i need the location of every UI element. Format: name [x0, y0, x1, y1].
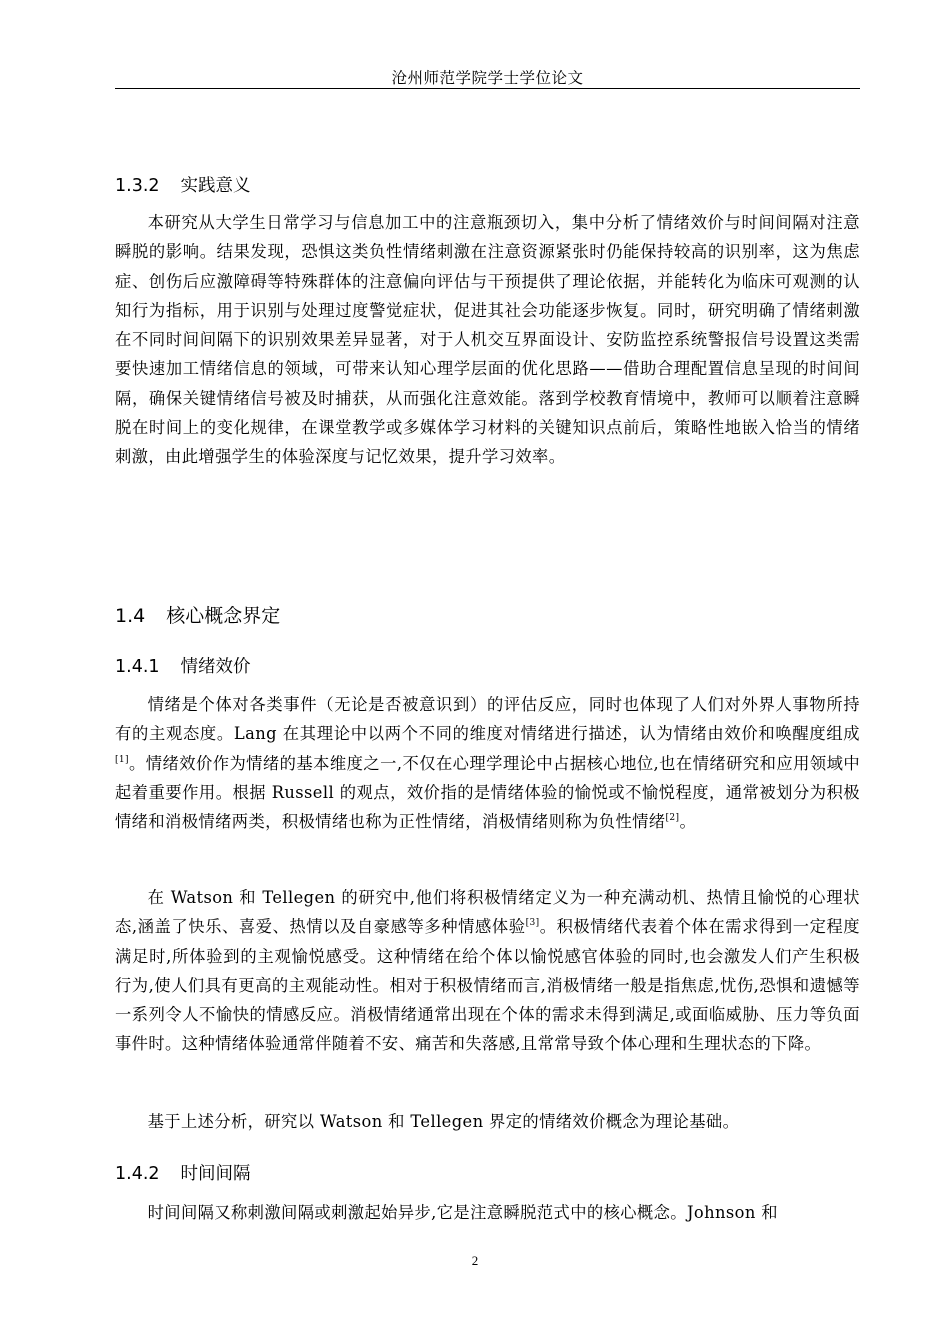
- header-rule: [115, 88, 860, 89]
- text-run: 。: [679, 812, 697, 832]
- text-run: 。情绪效价作为情绪的基本维度之一,不仅在心理学理论中占据核心地位,也在情绪研究和应用领域中起着重要作用。根据 Russell 的观点，效价指的是情绪体验的愉悦或不愉悦程度，通常被划分为积极情绪和消极情绪两类，积极情绪也称为正性情绪，消极情绪则称为负性情绪: [115, 753, 860, 832]
- citation: [1]: [115, 754, 129, 765]
- paragraph-positive-negative-emotion: [115, 883, 860, 1059]
- paragraph-practical-significance: 本研究从大学生日常学习与信息加工中的注意瓶颈切入，集中分析了情绪效价与时间间隔对注意瞬脱的影响。结果发现，恐惧这类负性情绪刺激在注意资源紧张时仍能保持较高的识别率，这为焦虑症、创伤后应激障碍等特殊群体的注意偏向评估与干预提供了理论依据，并能转化为临床可观测的认知行为指标，用于识别与处理过度警觉症状，促进其社会功能逐步恢复。同时，研究明确了情绪刺激在不同时间间隔下的识别效果差异显著，对于人机交互界面设计、安防监控系统警报信号设置这类需要快速加工情绪信息的领域，可带来认知心理学层面的优化思路——借助合理配置信息呈现的时间间隔，确保关键情绪信号被及时捕获，从而强化注意效能。落到学校教育情境中，教师可以顺着注意瞬脱在时间上的变化规律，在课堂教学或多媒体学习材料的关键知识点前后，策略性地嵌入恰当的情绪刺激，由此增强学生的体验深度与记忆效果，提升学习效率。: [115, 213, 860, 467]
- citation: [3]: [525, 918, 540, 929]
- section-heading-1-4-2: [115, 1160, 251, 1185]
- section-title: 情绪效价: [180, 657, 251, 677]
- section-title: 核心概念界定: [166, 605, 281, 627]
- section-title: 时间间隔: [180, 1164, 251, 1184]
- paragraph-time-interval: 时间间隔又称刺激间隔或刺激起始异步,它是注意瞬脱范式中的核心概念。Johnson 和: [147, 1203, 778, 1222]
- page-header: 沧州师范学院学士学位论文: [391, 69, 584, 87]
- paragraph-theoretical-basis: 基于上述分析，研究以 Watson 和 Tellegen 界定的情绪效价概念为理论基础。: [147, 1112, 740, 1131]
- text-run: 。积极情绪代表着个体在需求得到一定程度满足时,所体验到的主观愉悦感受。这种情绪在给个体以愉悦感官体验的同时,也会激发人们产生积极行为,使人们具有更高的主观能动性。相对于积极情绪而言,消极情绪一般是指焦虑,忧伤,恐惧和遗憾等一系列令人不愉快的情感反应。消极情绪通常出现在个体的需求未得到满足,或面临威胁、压力等负面事件时。这种情绪体验通常伴随着不安、痛苦和失落感,且常常导致个体心理和生理状态的下降。: [115, 917, 860, 1054]
- section-heading-1-3-2: [115, 172, 251, 197]
- section-number: 1.3.2: [115, 176, 160, 196]
- section-heading-1-4-1: [115, 653, 251, 678]
- citation: [2]: [665, 813, 680, 824]
- section-title: 实践意义: [180, 176, 251, 196]
- paragraph-emotional-valence-definition: [115, 690, 860, 836]
- section-heading-1-4: [115, 601, 280, 628]
- text-run: 情绪是个体对各类事件（无论是否被意识到）的评估反应，同时也体现了人们对外界人事物所持有的主观态度。Lang 在其理论中以两个不同的维度对情绪进行描述，认为情绪由效价和唤醒度组成: [115, 695, 860, 744]
- text-run: 在 Watson 和 Tellegen 的研究中,他们将积极情绪定义为一种充满动机、热情且愉悦的心理状态,涵盖了快乐、喜爱、热情以及自豪感等多种情感体验: [115, 888, 860, 937]
- page-number: 2: [471, 1253, 479, 1268]
- section-number: 1.4: [115, 605, 146, 627]
- section-number: 1.4.1: [115, 657, 160, 677]
- section-number: 1.4.2: [115, 1164, 160, 1184]
